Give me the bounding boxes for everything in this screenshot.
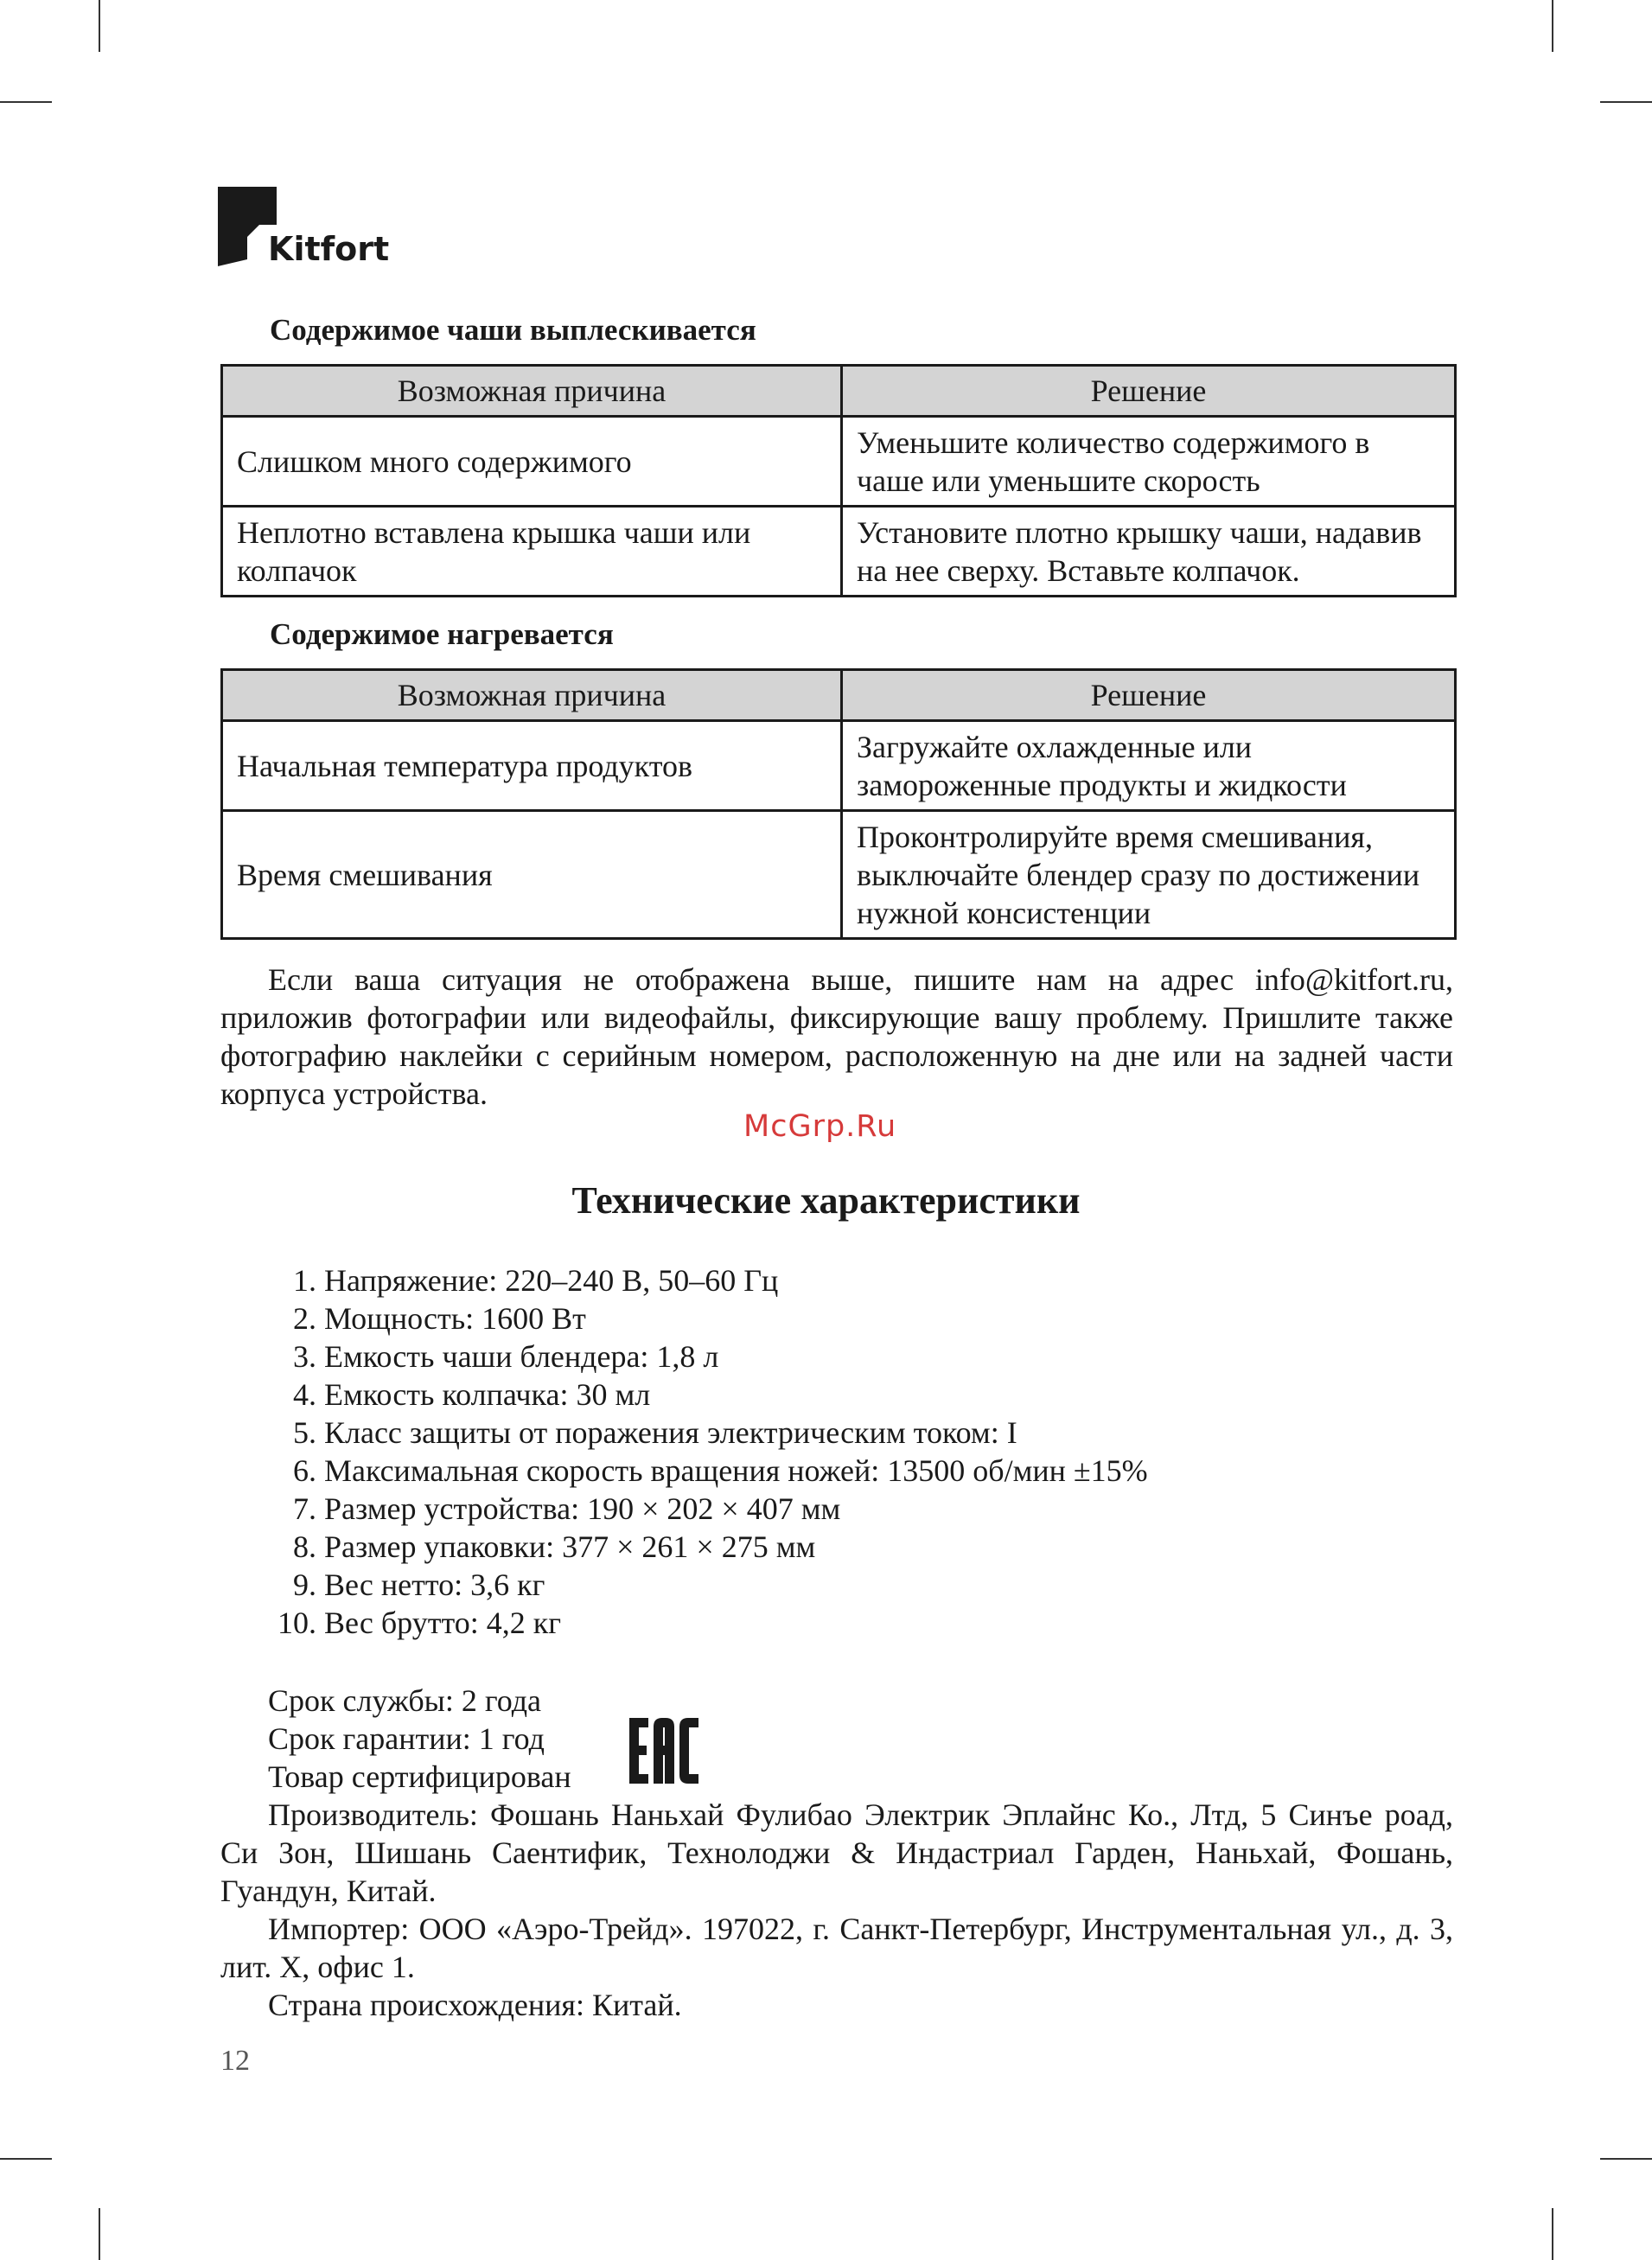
- list-item: 1. Напряжение: 220–240 В, 50–60 Гц: [293, 1263, 779, 1298]
- list-item: 6. Максимальная скорость вращения ножей: 13500 об/мин ±15%: [293, 1453, 1148, 1488]
- crop-mark: [0, 2158, 52, 2160]
- column-header: Решение: [842, 670, 1456, 721]
- column-header: Возможная причина: [222, 366, 842, 417]
- watermark: McGrp.Ru: [743, 1109, 897, 1144]
- table-row: [222, 721, 1456, 811]
- section-title: Содержимое чаши выплескивается: [270, 313, 756, 347]
- crop-mark: [1552, 0, 1553, 52]
- specs-heading: Технические характеристики: [571, 1179, 1081, 1222]
- crop-mark: [99, 2208, 100, 2260]
- origin-text: Страна происхождения: Китай.: [268, 1988, 682, 2022]
- eac-mark-icon: [628, 1716, 700, 1785]
- cause-cell: Время смешивания: [222, 811, 842, 939]
- troubleshooting-table: [220, 668, 1457, 940]
- crop-mark: [1552, 2208, 1553, 2260]
- troubleshooting-table: [220, 364, 1457, 597]
- manufacturer-text: Производитель: Фошань Наньхай Фулибао Электрик Эплайнс Ко., Лтд, 5 Синъе роад, Си Зон, Шишань Саентифик, Технолоджи & Индастриал Гарден, Наньхай, Фошань, Гуандун, Китай.: [220, 1797, 1453, 1908]
- table-header-row: [222, 670, 1456, 721]
- importer-paragraph: [220, 1910, 1453, 1986]
- list-item: 9. Вес нетто: 3,6 кг: [293, 1567, 545, 1602]
- column-header: Решение: [842, 366, 1456, 417]
- solution-cell: Загружайте охлажденные или замороженные продукты и жидкости: [842, 721, 1456, 811]
- list-item: 4. Емкость колпачка: 30 мл: [293, 1377, 651, 1412]
- certified: Товар сертифицирован: [268, 1759, 571, 1794]
- contact-paragraph: [220, 961, 1453, 1113]
- solution-cell: Проконтролируйте время смешивания, выключайте блендер сразу по достижении нужной консистенции: [842, 811, 1456, 939]
- brand-logo: [218, 187, 391, 273]
- origin-paragraph: [220, 1986, 1453, 2024]
- list-item: 7. Размер устройства: 190 × 202 × 407 мм: [293, 1491, 841, 1526]
- crop-mark: [1600, 101, 1652, 103]
- table-row: [222, 507, 1456, 597]
- cause-cell: Начальная температура продуктов: [222, 721, 842, 811]
- page-number: 12: [220, 2045, 250, 2077]
- list-item: 8. Размер упаковки: 377 × 261 × 275 мм: [293, 1529, 816, 1564]
- contact-text: Если ваша ситуация не отображена выше, пишите нам на адрес info@kitfort.ru, приложив фотографии или видеофайлы, фиксирующие вашу проблему. Пришлите также фотографию наклейки с серийным номером, расположенную на дне или на задней части корпуса устройства.: [220, 962, 1453, 1111]
- specs-list: [259, 1261, 1148, 1642]
- cause-cell: Неплотно вставлена крышка чаши или колпачок: [222, 507, 842, 597]
- column-header: Возможная причина: [222, 670, 842, 721]
- section-title: Содержимое нагревается: [270, 617, 614, 651]
- list-item: 10. Вес брутто: 4,2 кг: [277, 1606, 561, 1640]
- warranty: Срок гарантии: 1 год: [268, 1721, 545, 1756]
- manufacturer-paragraph: [220, 1796, 1453, 1910]
- cause-cell: Слишком много содержимого: [222, 417, 842, 507]
- table-row: [222, 417, 1456, 507]
- importer-text: Импортер: ООО «Аэро-Трейд». 197022, г. Санкт-Петербург, Инструментальная ул., д. 3, лит. Х, офис 1.: [220, 1912, 1453, 1984]
- crop-mark: [0, 101, 52, 103]
- crop-mark: [1600, 2158, 1652, 2160]
- brand-name: Kitfort: [268, 230, 390, 268]
- list-item: 2. Мощность: 1600 Вт: [293, 1301, 586, 1336]
- solution-cell: Установите плотно крышку чаши, надавив на нее сверху. Вставьте колпачок.: [842, 507, 1456, 597]
- table-header-row: [222, 366, 1456, 417]
- table-row: [222, 811, 1456, 939]
- list-item: 3. Емкость чаши блендера: 1,8 л: [293, 1339, 719, 1374]
- crop-mark: [99, 0, 100, 52]
- service-life: Срок службы: 2 года: [268, 1683, 542, 1718]
- list-item: 5. Класс защиты от поражения электрическим током: I: [293, 1415, 1017, 1450]
- solution-cell: Уменьшите количество содержимого в чаше или уменьшите скорость: [842, 417, 1456, 507]
